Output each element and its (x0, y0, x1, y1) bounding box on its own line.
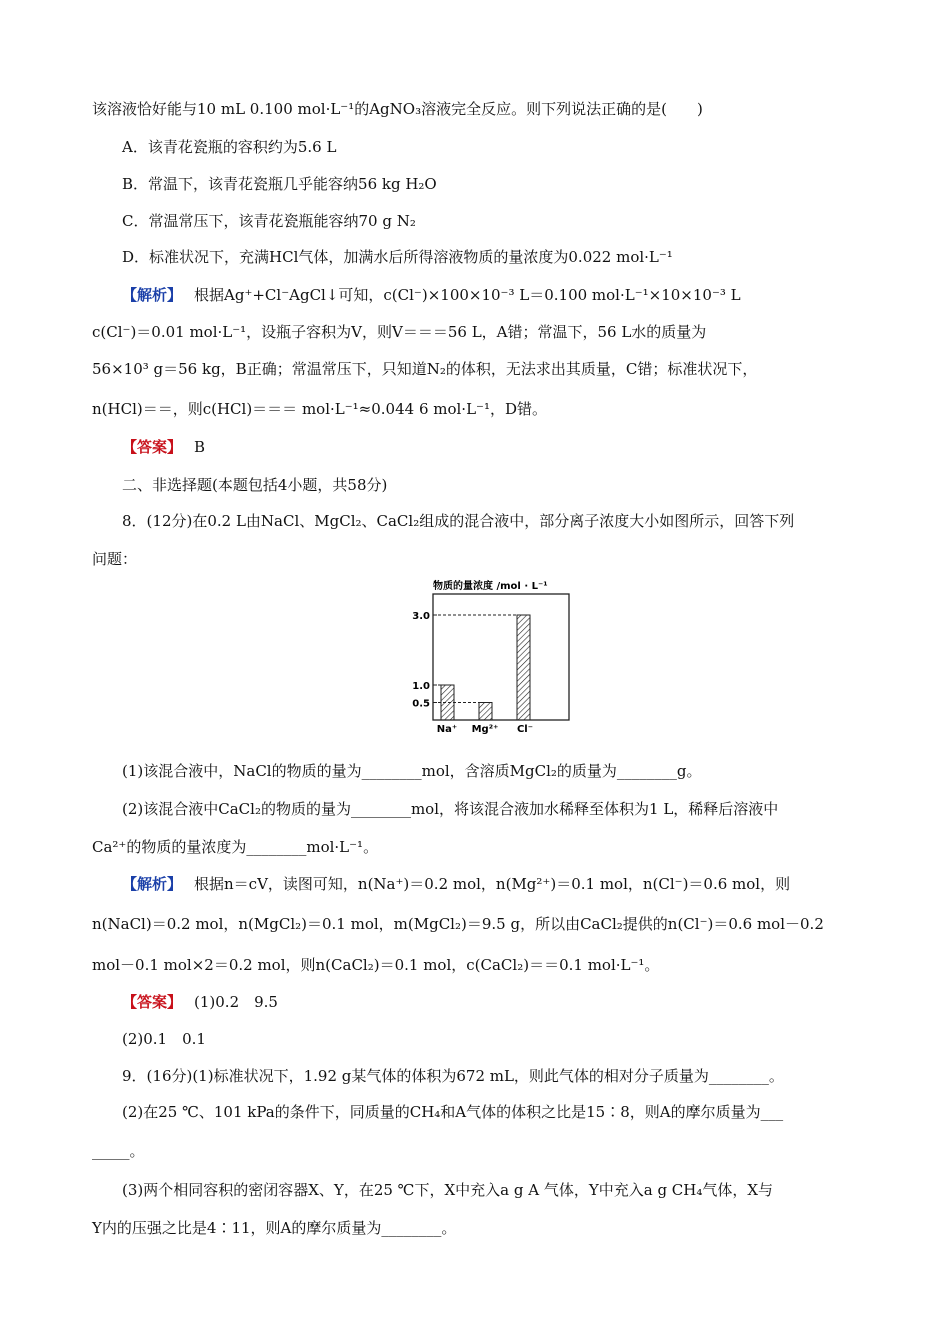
option-a: A．该青花瓷瓶的容积约为5.6 L (122, 138, 337, 156)
question-9-line-4: (3)两个相同容积的密闭容器X、Y，在25 ℃下，X中充入a g A 气体，Y中充入a g CH₄气体，X与 (122, 1181, 774, 1199)
question-8-part-2b: Ca²⁺的物质的量浓度为________mol·L⁻¹。 (92, 838, 379, 856)
question-9-line-5: Y内的压强之比是4∶11，则A的摩尔质量为________。 (92, 1219, 457, 1237)
analysis-1-line-1 (122, 284, 741, 306)
question-8-line-2: 问题： (92, 550, 138, 568)
text-line: 该溶液恰好能与10 mL 0.100 mol·L⁻¹的AgNO₃溶液完全反应。则下列说法正确的是( ) (92, 100, 703, 118)
question-9-line-3: _____。 (92, 1142, 145, 1160)
answer-tag: 【答案】 (122, 438, 183, 456)
question-8-line-1: 8．(12分)在0.2 L由NaCl、MgCl₂、CaCl₂组成的混合液中，部分离子浓度大小如图所示，回答下列 (122, 512, 795, 530)
category-label: Na⁺ (436, 724, 458, 735)
analysis-2-line-3: mol－0.1 mol×2＝0.2 mol，则n(CaCl₂)＝0.1 mol，c(CaCl₂)＝＝0.1 mol·L⁻¹。 (92, 956, 660, 974)
option-b: B．常温下，该青花瓷瓶几乎能容纳56 kg H₂O (122, 175, 437, 193)
question-8-part-2a: (2)该混合液中CaCl₂的物质的量为________mol，将该混合液加水稀释至体积为1 L，稀释后溶液中 (122, 800, 779, 818)
question-9-line-2: (2)在25 ℃、101 kPa的条件下，同质量的CH₄和A气体的体积之比是15∶8，则A的摩尔质量为___ (122, 1103, 784, 1121)
question-9-line-1: 9．(16分)(1)标准状况下，1.92 g某气体的体积为672 mL，则此气体的相对分子质量为________。 (122, 1067, 784, 1085)
analysis-2-line-2: n(NaCl)＝0.2 mol，n(MgCl₂)＝0.1 mol，m(MgCl₂)＝9.5 g，所以由CaCl₂提供的n(Cl⁻)＝0.6 mol－0.2 (92, 915, 824, 933)
answer-tag: 【答案】 (122, 993, 183, 1011)
chart-title: 物质的量浓度 /mol · L⁻¹ (433, 581, 548, 592)
answer-text: (1)0.2 9.5 (194, 993, 278, 1011)
category-label: Mg²⁺ (471, 724, 499, 735)
answer-2-line-2: (2)0.1 0.1 (122, 1030, 206, 1048)
answer-2-line-1 (122, 991, 278, 1013)
answer-text: B (194, 438, 206, 456)
answer-1 (122, 436, 205, 458)
analysis-tag: 【解析】 (122, 875, 183, 893)
analysis-text: 根据n＝cV，读图可知，n(Na⁺)＝0.2 mol，n(Mg²⁺)＝0.1 mol，n(Cl⁻)＝0.6 mol，则 (194, 875, 791, 893)
analysis-2-line-1 (122, 873, 790, 895)
bar (479, 703, 492, 721)
y-tick-label: 3.0 (412, 611, 430, 622)
analysis-tag: 【解析】 (122, 286, 183, 304)
bar (517, 615, 530, 720)
option-c: C．常温常压下，该青花瓷瓶能容纳70 g N₂ (122, 212, 416, 230)
bar (441, 685, 454, 720)
category-label: Cl⁻ (516, 724, 534, 735)
question-8-part-1: (1)该混合液中，NaCl的物质的量为________mol，含溶质MgCl₂的质量为________g。 (122, 762, 702, 780)
analysis-text: 根据Ag⁺+Cl⁻AgCl↓可知，c(Cl⁻)×100×10⁻³ L＝0.100 mol·L⁻¹×10×10⁻³ L (194, 286, 741, 304)
y-tick-label: 0.5 (412, 698, 430, 710)
bar-chart (405, 578, 575, 736)
section-heading: 二、非选择题(本题包括4小题，共58分) (122, 476, 388, 494)
analysis-1-line-3: 56×10³ g＝56 kg，B正确；常温常压下，只知道N₂的体积，无法求出其质量，C错；标准状况下， (92, 360, 758, 378)
analysis-1-line-2: c(Cl⁻)＝0.01 mol·L⁻¹，设瓶子容积为V，则V＝＝＝56 L，A错；常温下，56 L水的质量为 (92, 323, 707, 341)
y-tick-label: 1.0 (412, 681, 430, 692)
analysis-1-line-4: n(HCl)＝＝，则c(HCl)＝＝＝ mol·L⁻¹≈0.044 6 mol·L⁻¹，D错。 (92, 400, 547, 418)
option-d: D．标准状况下，充满HCl气体，加满水后所得溶液物质的量浓度为0.022 mol·L⁻¹ (122, 248, 673, 266)
